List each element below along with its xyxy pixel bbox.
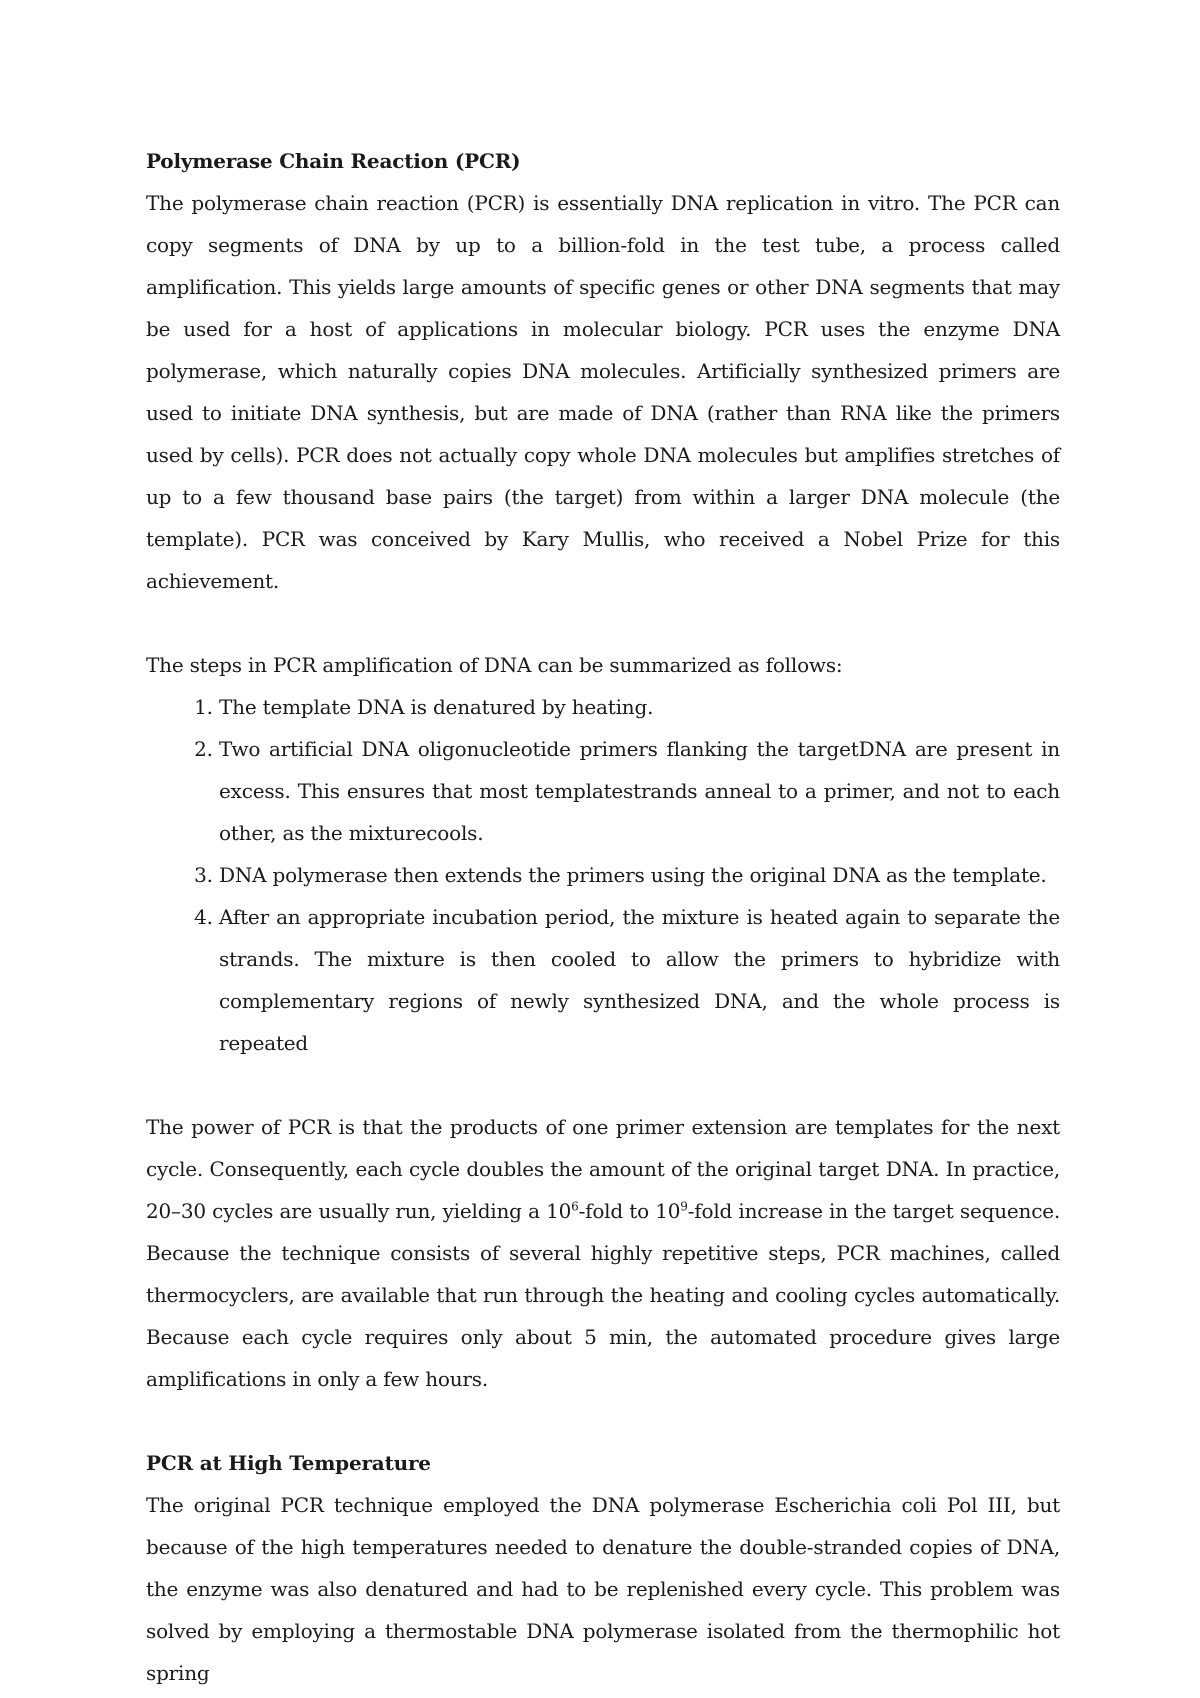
- list-item: 1. The template DNA is denatured by heating.: [219, 686, 1060, 728]
- high-temperature-paragraph: The original PCR technique employed the DNA polymerase Escherichia coli Pol III, but because of the high temperatures needed to denature the double-stranded copies of DNA, the enzyme was also denatured and had to be replenished every cycle. This problem was solved by employing a thermostable DNA polymerase isolated from the thermophilic hot spring: [146, 1493, 1060, 1685]
- power-of-pcr-paragraph: [146, 1106, 1060, 1400]
- list-item: 3. DNA polymerase then extends the primers using the original DNA as the template.: [219, 854, 1060, 896]
- power-text-part2: -fold to 10: [578, 1199, 681, 1223]
- spacer: [146, 1400, 1060, 1442]
- power-text-part1: The power of PCR is that the products of one primer extension are templates for the next cycle. Consequently, each cycle doubles the amount of the original target DNA. In practice, 20–30 cycles are usually run, yielding a 10: [146, 1115, 1060, 1223]
- spacer: [146, 1064, 1060, 1106]
- steps-intro: The steps in PCR amplification of DNA can be summarized as follows:: [146, 653, 843, 677]
- list-item: 2. Two artificial DNA oligonucleotide primers flanking the targetDNA are present in excess. This ensures that most templatestrands anneal to a primer, and not to each other, as the mixturecools.: [219, 728, 1060, 854]
- list-item: 4. After an appropriate incubation period, the mixture is heated again to separate the strands. The mixture is then cooled to allow the primers to hybridize with complementary regions of newly synthesized DNA, and the whole process is repeated: [219, 896, 1060, 1064]
- exponent-6: 6: [571, 1199, 579, 1214]
- exponent-9: 9: [680, 1199, 688, 1214]
- section-heading-pcr: Polymerase Chain Reaction (PCR): [146, 149, 521, 173]
- power-text-part3: -fold increase in the target sequence. Because the technique consists of several highly repetitive steps, PCR machines, called thermocyclers, are available that run through the heating and cooling cycles automatically. Because each cycle requires only about 5 min, the automated procedure gives large amplifications in only a few hours.: [146, 1199, 1060, 1391]
- spacer: [146, 602, 1060, 644]
- document-page: [146, 140, 1060, 1694]
- pcr-intro-paragraph: The polymerase chain reaction (PCR) is essentially DNA replication in vitro. The PCR can copy segments of DNA by up to a billion-fold in the test tube, a process called amplification. This yields large amounts of specific genes or other DNA segments that may be used for a host of applications in molecular biology. PCR uses the enzyme DNA polymerase, which naturally copies DNA molecules. Artificially synthesized primers are used to initiate DNA synthesis, but are made of DNA (rather than RNA like the primers used by cells). PCR does not actually copy whole DNA molecules but amplifies stretches of up to a few thousand base pairs (the target) from within a larger DNA molecule (the template). PCR was conceived by Kary Mullis, who received a Nobel Prize for this achievement.: [146, 191, 1060, 593]
- section-heading-high-temperature: PCR at High Temperature: [146, 1451, 431, 1475]
- steps-list: [146, 686, 1060, 1064]
